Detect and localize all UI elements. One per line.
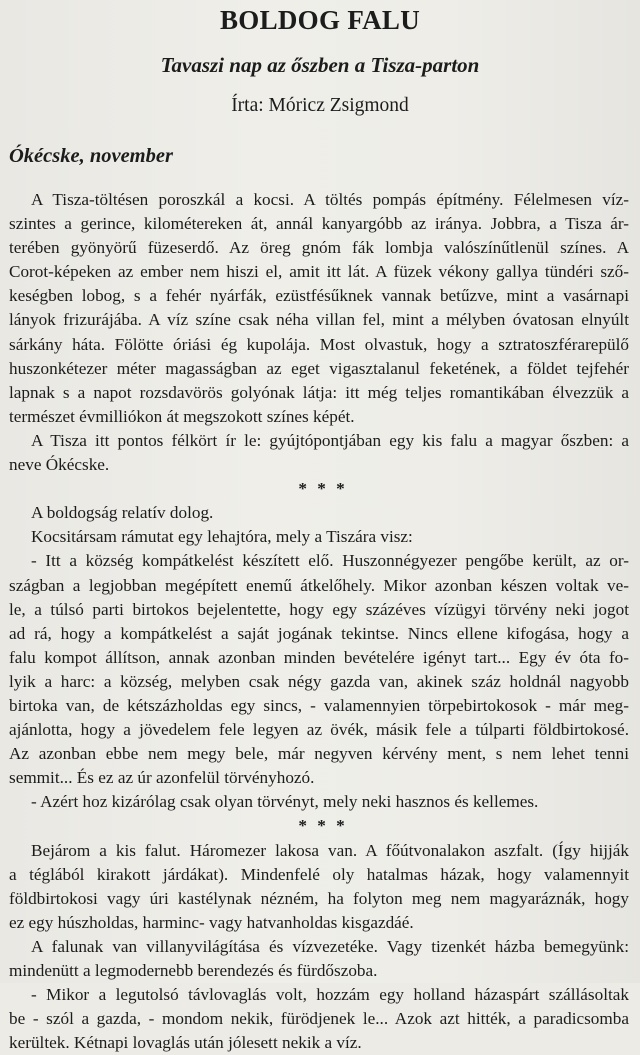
text-line: huszonkétezer méter magasságban az eget vigasztalanul feketének, a földet tejfehér bbox=[9, 358, 629, 378]
text-line: lányok frizurájába. A víz színe csak néha villan fel, mint a mélyben óvatosan elnyúlt bbox=[9, 310, 629, 330]
text-line: A Tisza itt pontos félkört ír le: gyújtópontjában egy kis falu a magyar őszben: a bbox=[31, 430, 629, 450]
section-separator: * * * bbox=[298, 816, 348, 836]
text-line: ajánlotta, hogy a jövedelem fele legyen az övék, másik fele a túlparti földbirtokosé. bbox=[9, 720, 629, 740]
section-separator: * * * bbox=[298, 479, 348, 499]
text-line: Kocsitársam rámutat egy lehajtóra, mely a Tiszára visz: bbox=[31, 527, 413, 547]
text-line: - Itt a község kompátkelést készített elő. Huszonnégyezer pengőbe került, az or- bbox=[31, 551, 629, 571]
author-byline: Írta: Móricz Zsigmond bbox=[231, 95, 409, 116]
text-line: lyik a harc: a község, melyben csak négy gazda van, akinek száz holdnál nagyobb bbox=[9, 671, 629, 691]
text-line: szintes a gerince, kilométereken át, annál kanyargóbb az iránya. Jobbra, a Tisza ár- bbox=[9, 214, 629, 234]
text-line: A falunak van villanyvilágítása és vízvezetéke. Vagy tizenkét házba bemegyünk: bbox=[31, 936, 629, 956]
text-line: Az azonban ebbe nem megy bele, már negyven kérvény ment, s nem lehet tenni bbox=[9, 744, 629, 764]
article-body bbox=[9, 188, 629, 1055]
text-line: - Azért hoz kizárólag csak olyan törvényt, mely neki hasznos és kellemes. bbox=[31, 792, 539, 812]
text-line: semmit... És ez az úr azonfelül törvényhozó. bbox=[9, 768, 315, 788]
text-line: terében gyönyörű füzeserdő. Az öreg gnóm fák lombja valószínűtlenül színes. A bbox=[9, 238, 629, 258]
text-line: A boldogság relatív dolog. bbox=[31, 503, 214, 523]
text-line: természet évmilliókon át megszokott színes képét. bbox=[9, 406, 355, 426]
text-line: mindenütt a legmodernebb berendezés és fürdőszoba. bbox=[9, 961, 378, 980]
text-line: keségben lobog, s a fehér nyárfák, ezüstfésűknek vannak betűzve, mint a vasárnapi bbox=[9, 286, 629, 306]
text-line: le, a túlsó parti birtokos bejelentette, hogy egy százéves vízügyi törvény neki jogot bbox=[9, 599, 629, 619]
article-title: BOLDOG FALU bbox=[219, 5, 421, 35]
text-line: be - szól a gazda, - mondom nekik, fürödjenek le... Azok azt hitték, a paradicsomba bbox=[9, 1009, 629, 1029]
text-line: lapnak s a napot rozsdavörös golyónak látja: itt még teljes romantikában élvezzük a bbox=[9, 382, 629, 402]
text-line: kerültek. Kétnapi lovaglás után jólesett nekik a víz. bbox=[9, 1033, 362, 1053]
text-line: A Tisza-töltésen poroszkál a kocsi. A töltés pompás építmény. Félelmesen víz- bbox=[31, 190, 629, 209]
text-line: ez egy húszholdas, harminc- vagy hatvanholdas kisgazdáé. bbox=[9, 912, 414, 932]
text-line: a téglából kirakott járdákat). Mindenfelé oly hatalmas házak, hogy valamennyit bbox=[9, 864, 629, 884]
text-line: neve Ókécske. bbox=[9, 455, 110, 475]
text-line: Corot-képeken az ember nem hiszi el, amit itt lát. A füzek vékony gallya tündéri sző- bbox=[9, 262, 629, 282]
text-line: Bejárom a kis falut. Háromezer lakosa van. A főútvonalakon aszfalt. (Így hijják bbox=[31, 840, 629, 860]
text-line: szágban a legjobban megépített enemű átkelőhely. Mikor azonban készen voltak ve- bbox=[9, 575, 629, 595]
text-line: falu kompot állítson, annak azonban minden bevételére igényt tart... Egy év óta fo- bbox=[9, 647, 629, 667]
text-line: birtoka van, de kétszázholdas egy sincs, - valamennyien törpebirtokosok - már meg- bbox=[9, 695, 629, 715]
article-subtitle: Tavaszi nap az őszben a Tisza-parton bbox=[160, 53, 480, 77]
text-line: - Mikor a legutolsó távlovaglás volt, hozzám egy holland házaspárt szállásoltak bbox=[31, 985, 629, 1005]
text-line: földbirtokosi vagy úri kastélynak nézném, ha folyton meg nem magyaráznák, hogy bbox=[9, 888, 629, 908]
section-heading: Ókécske, november bbox=[9, 145, 173, 167]
text-line: sárkány háta. Fölötte óriási ég kupolája. Most olvastuk, hogy a sztratoszférarepülő bbox=[9, 334, 629, 354]
text-line: ad rá, hogy a kompátkelést a saját jogának tekintse. Nincs ellene kifogása, hogy a bbox=[9, 623, 629, 643]
